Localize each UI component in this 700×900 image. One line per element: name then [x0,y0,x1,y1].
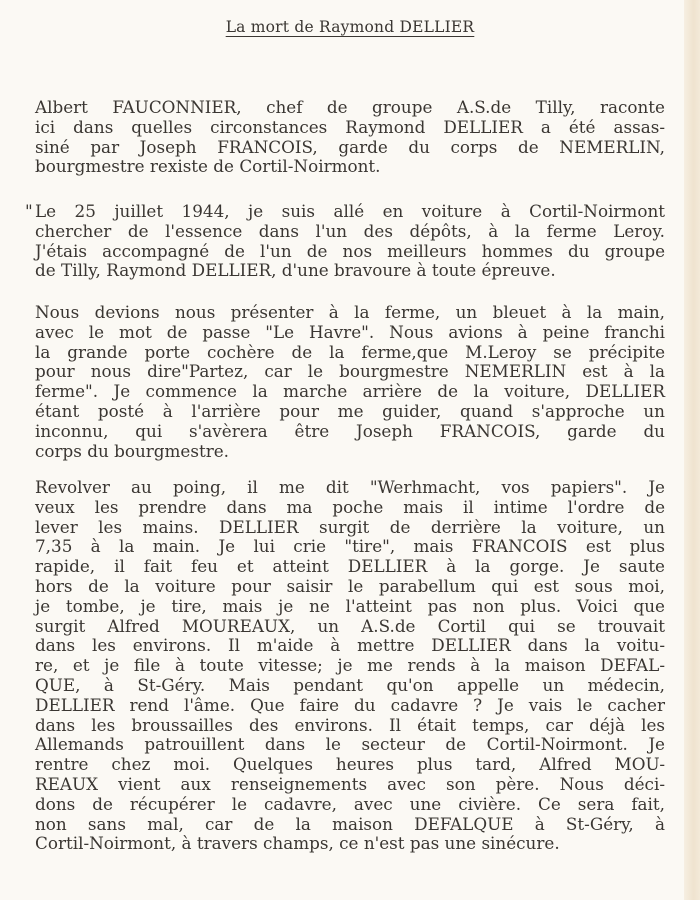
text-line: inconnu, qui s'avèrera être Joseph FRANCOIS, garde du [35,420,665,441]
text-line: dans les broussailles des environs. Il était temps, car déjà les [35,714,665,735]
opening-quote-mark: " [25,201,33,221]
text-line: re, et je file à toute vitesse; je me rends à la maison DEFAL- [35,655,665,676]
text-line: DELLIER rend l'âme. Que faire du cadavre ? Je vais le cacher [35,694,665,715]
paragraph-intro [35,98,665,177]
text-line: chercher de l'essence dans l'un des dépôts, à la ferme Leroy. [35,220,665,241]
text-line: la grande porte cochère de la ferme,que M.Leroy se précipite [35,341,665,362]
text-line: ferme". Je commence la marche arrière de la voiture, DELLIER [35,381,665,402]
text-line: QUE, à St-Géry. Mais pendant qu'on appelle un médecin, [35,674,665,695]
text-line: Le 25 juillet 1944, je suis allé en voiture à Cortil-Noirmont [35,201,665,221]
page-edge-shadow [684,0,700,900]
text-line: pour nous dire"Partez, car le bourgmestre NEMERLIN est à la [35,361,665,382]
text-line: avec le mot de passe "Le Havre". Nous avions à peine franchi [35,321,665,342]
text-line: dons de récupérer le cadavre, avec une civière. Ce sera fait, [35,793,665,814]
text-line: rentre chez moi. Quelques heures plus tard, Alfred MOU- [35,754,665,775]
paragraph-farm-arrival [35,303,665,461]
text-line: corps du bourgmestre. [35,440,230,461]
paragraph-shooting [35,478,665,854]
text-line: de Tilly, Raymond DELLIER, d'une bravoure à toute épreuve. [35,260,556,281]
text-line: veux les prendre dans ma poche mais il intime l'ordre de [35,496,665,517]
paragraph-testimony-start [25,201,665,281]
page-title-text: La mort de Raymond DELLIER [225,18,475,36]
text-line: rapide, il fait feu et atteint DELLIER à la gorge. Je saute [35,556,665,577]
text-line: lever les mains. DELLIER surgit de derrière la voiture, un [35,516,665,537]
text-line: Nous devions nous présenter à la ferme, un bleuet à la main, [35,302,665,322]
text-line: siné par Joseph FRANCOIS, garde du corps de NEMERLIN, [35,136,665,157]
page-title [0,18,700,36]
text-line: dans les environs. Il m'aide à mettre DELLIER dans la voitu- [35,635,665,656]
text-line: hors de la voiture pour saisir le parabellum qui est sous moi, [35,575,665,596]
text-line: bourgmestre rexiste de Cortil-Noirmont. [35,156,381,177]
text-line: Cortil-Noirmont, à travers champs, ce n'est pas une sinécure. [35,833,560,854]
text-line: étant posté à l'arrière pour me guider, quand s'approche un [35,400,665,421]
text-line: Revolver au poing, il me dit "Werhmacht, vos papiers". Je [35,477,665,497]
text-line: non sans mal, car de la maison DEFALQUE à St-Géry, à [35,813,665,834]
text-line: REAUX vient aux renseignements avec son père. Nous déci- [35,773,665,794]
text-line: surgit Alfred MOUREAUX, un A.S.de Cortil qui se trouvait [35,615,665,636]
text-line: J'étais accompagné de l'un de nos meilleurs hommes du groupe [35,240,665,261]
text-line: je tombe, je tire, mais je ne l'atteint pas non plus. Voici que [35,595,665,616]
text-line: Albert FAUCONNIER, chef de groupe A.S.de Tilly, raconte [35,97,665,117]
text-line: 7,35 à la main. Je lui crie "tire", mais FRANCOIS est plus [35,536,665,557]
text-line: Allemands patrouillent dans le secteur de Cortil-Noirmont. Je [35,734,665,755]
text-line: ici dans quelles circonstances Raymond DELLIER a été assas- [35,116,665,137]
